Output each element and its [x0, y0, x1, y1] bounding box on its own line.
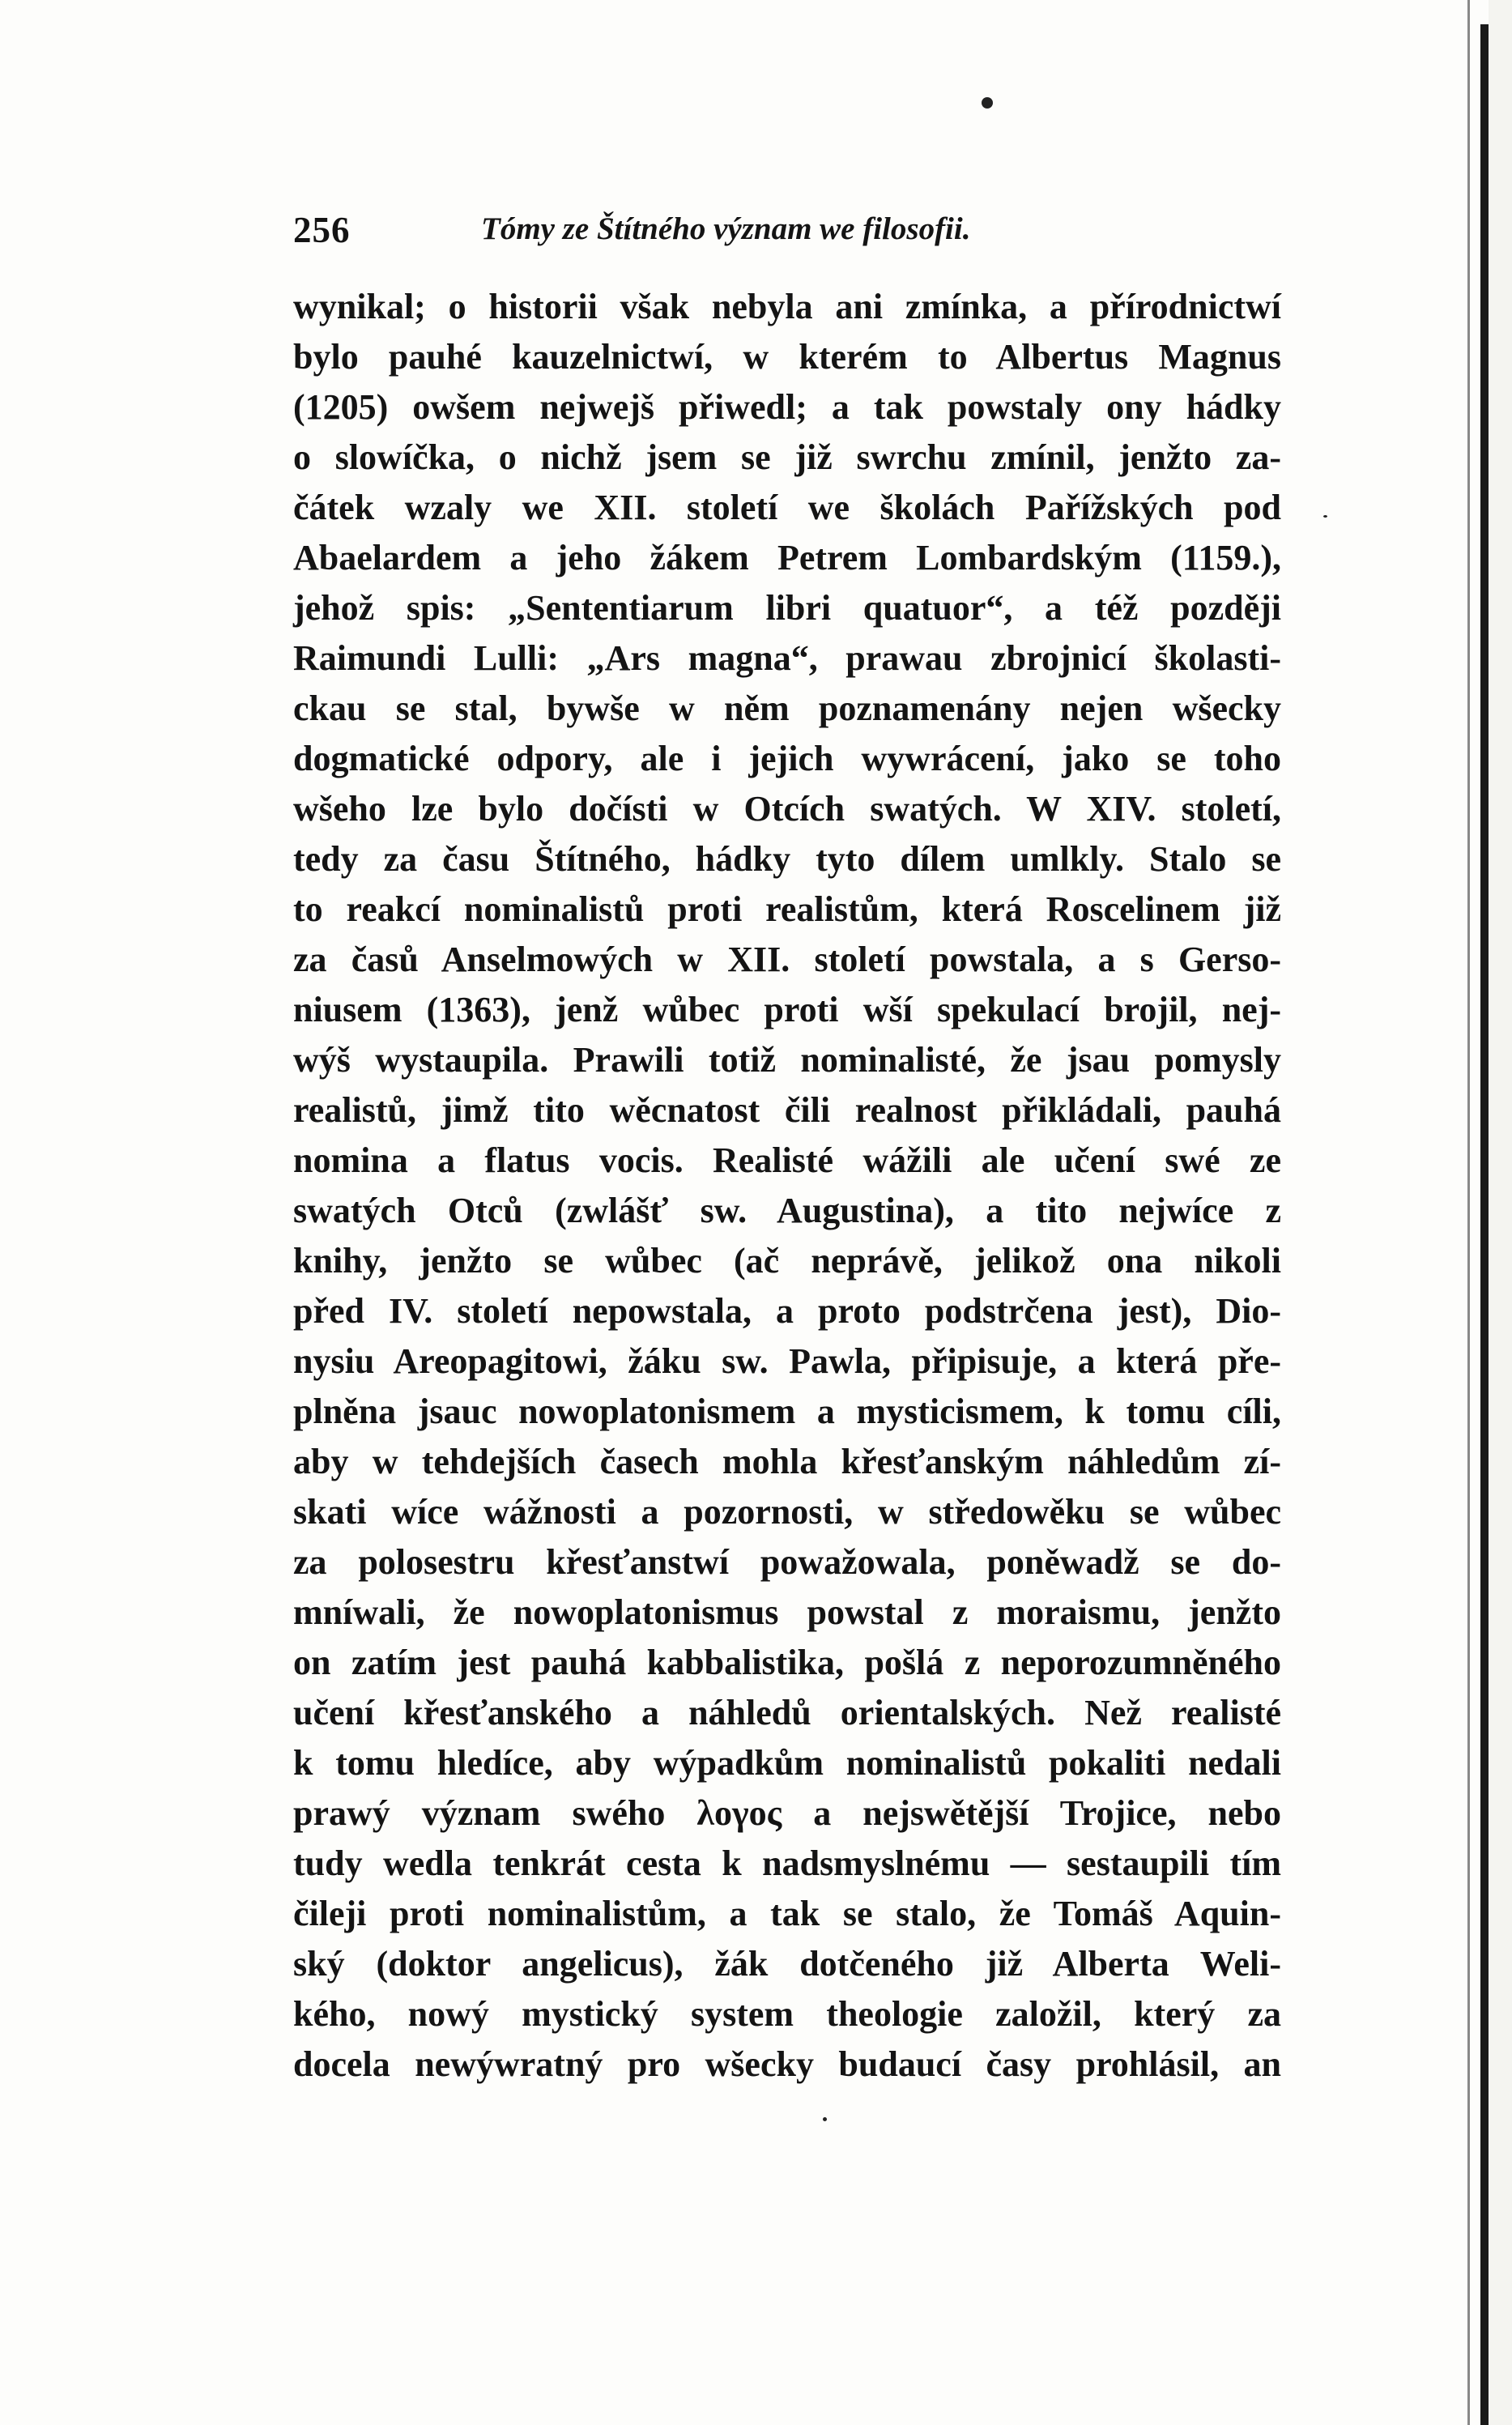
- text-line: nomina a flatus vocis. Realisté wážili ale učení swé ze: [293, 1140, 1281, 1180]
- text-line: wšeho lze bylo dočísti w Otcích swatých. W XIV. století,: [293, 789, 1281, 829]
- text-line: (1205) owšem nejwejš přiwedl; a tak powstaly ony hádky: [293, 387, 1281, 427]
- text-line: tedy za času Štítného, hádky tyto dílem umlkly. Stalo se: [293, 839, 1281, 879]
- text-line: čileji proti nominalistům, a tak se stalo, že Tomáš Aquin-: [293, 1894, 1281, 1933]
- body-text: [293, 282, 1281, 2090]
- ink-speck: [1323, 515, 1327, 518]
- text-line: docela newýwratný pro wšecky budaucí časy prohlásil, an: [293, 2044, 1281, 2084]
- text-line: wynikal; o historii však nebyla ani zmínka, a přírodnictwí: [293, 287, 1281, 326]
- text-line: jehož spis: „Sententiarum libri quatuor“, a též později: [293, 588, 1281, 628]
- page-number: 256: [293, 210, 351, 250]
- text-line: před IV. století nepowstala, a proto podstrčena jest), Dio-: [293, 1291, 1281, 1331]
- text-line: Abaelardem a jeho žákem Petrem Lombardským (1159.),: [293, 538, 1281, 577]
- text-line: bylo pauhé kauzelnictwí, w kterém to Albertus Magnus: [293, 337, 1281, 377]
- text-line: čátek wzaly we XII. století we školách Pařížských pod: [293, 488, 1281, 527]
- text-line: wýš wystaupila. Prawili totiž nominalisté, že jsau pomysly: [293, 1040, 1281, 1080]
- text-line: knihy, jenžto se wůbec (ač neprávě, jelikož ona nikoli: [293, 1241, 1281, 1281]
- text-line: kého, nowý mystický system theologie založil, který za: [293, 1994, 1281, 2034]
- text-line: swatých Otců (zwlášť sw. Augustina), a tito nejwíce z: [293, 1191, 1281, 1230]
- ink-speck: [823, 2117, 827, 2121]
- text-line: on zatím jest pauhá kabbalistika, pošlá z neporozumněného: [293, 1643, 1281, 1682]
- text-line: plněna jsauc nowoplatonismem a mysticismem, k tomu cíli,: [293, 1391, 1281, 1431]
- text-line: dogmatické odpory, ale i jejich wywrácení, jako se toho: [293, 739, 1281, 778]
- text-line: niusem (1363), jenž wůbec proti wší spekulací brojil, nej-: [293, 990, 1281, 1029]
- text-line: to reakcí nominalistů proti realistům, která Roscelinem již: [293, 889, 1281, 929]
- text-line: nysiu Areopagitowi, žáku sw. Pawla, připisuje, a která pře-: [293, 1341, 1281, 1381]
- text-line: aby w tehdejších časech mohla křesťanským náhledům zí-: [293, 1442, 1281, 1481]
- text-line: realistů, jimž tito wěcnatost čili realnost přikládali, pauhá: [293, 1090, 1281, 1130]
- text-line: učení křesťanského a náhledů orientalských. Než realisté: [293, 1693, 1281, 1732]
- text-line: Raimundi Lulli: „Ars magna“, prawau zbrojnicí školasti-: [293, 638, 1281, 678]
- ink-speck: [982, 97, 993, 109]
- page-edge-shadow: [1467, 0, 1470, 2425]
- text-line: tudy wedla tenkrát cesta k nadsmyslnému — sestaupili tím: [293, 1843, 1281, 1883]
- page-edge-border: [1480, 24, 1489, 2425]
- page-header: [293, 209, 1346, 258]
- text-line: k tomu hledíce, aby wýpadkům nominalistů pokaliti nedali: [293, 1743, 1281, 1783]
- text-line: ský (doktor angelicus), žák dotčeného již Alberta Weli-: [293, 1944, 1281, 1984]
- text-line: za polosestru křesťanstwí powažowala, poněwadž se do-: [293, 1542, 1281, 1582]
- text-line: skati wíce wážnosti a pozornosti, w středowěku se wůbec: [293, 1492, 1281, 1532]
- text-line: za časů Anselmowých w XII. století powstala, a s Gerso-: [293, 940, 1281, 979]
- text-line: prawý význam swého λογος a nejswětější Trojice, nebo: [293, 1793, 1281, 1833]
- page-edge-margin: [1489, 0, 1512, 2425]
- running-title: Tómy ze Štítného význam we filosofii.: [481, 211, 971, 246]
- text-line: ckau se stal, bywše w něm poznamenány nejen wšecky: [293, 688, 1281, 728]
- text-line: mníwali, že nowoplatonismus powstal z moraismu, jenžto: [293, 1592, 1281, 1632]
- text-line: o slowíčka, o nichž jsem se již swrchu zmínil, jenžto za-: [293, 437, 1281, 477]
